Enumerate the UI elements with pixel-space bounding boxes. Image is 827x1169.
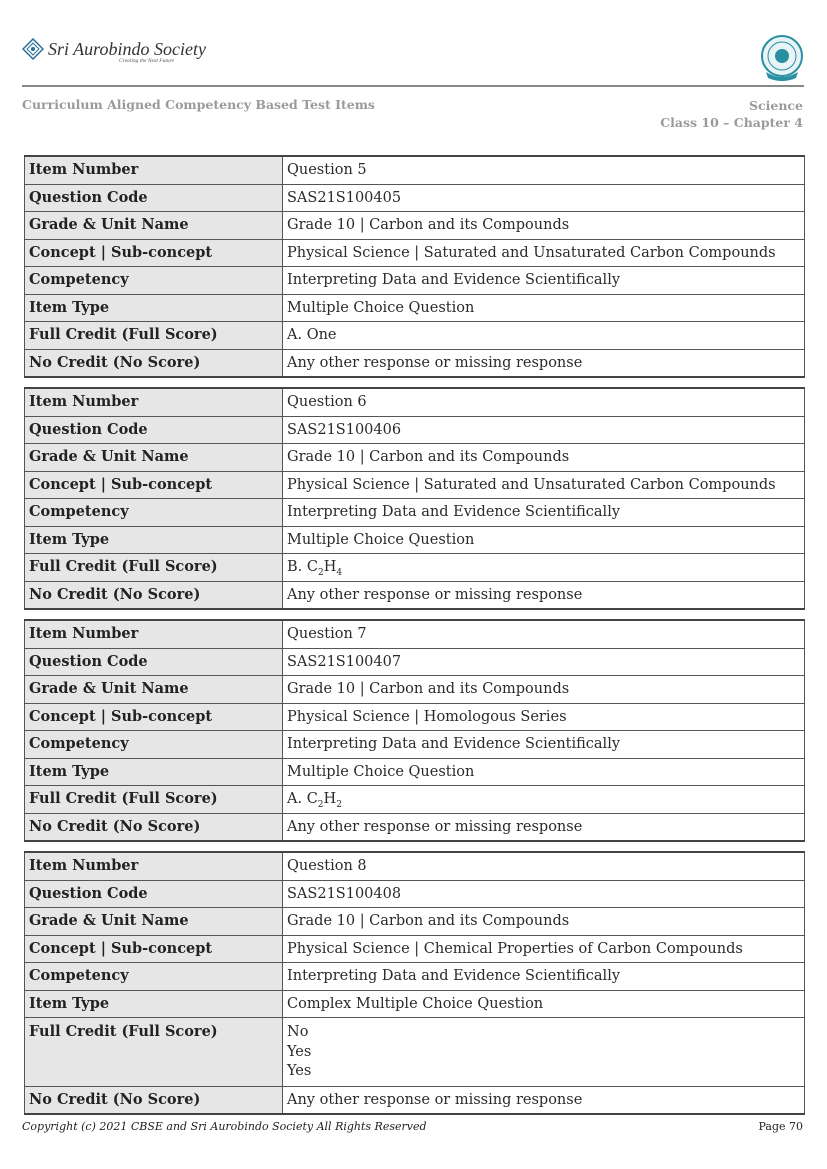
label-grade-unit: Grade & Unit Name bbox=[25, 676, 283, 704]
label-item-number: Item Number bbox=[25, 388, 283, 416]
table-row bbox=[25, 212, 805, 240]
label-item-type: Item Type bbox=[25, 758, 283, 786]
item-table-q5 bbox=[24, 155, 805, 378]
label-competency: Competency bbox=[25, 267, 283, 295]
table-row bbox=[25, 731, 805, 759]
value-item-number: Question 5 bbox=[283, 156, 805, 184]
table-row bbox=[25, 935, 805, 963]
test-items bbox=[24, 155, 805, 1124]
society-emblem-icon bbox=[22, 38, 44, 60]
label-item-number: Item Number bbox=[25, 852, 283, 880]
table-row bbox=[25, 1086, 805, 1114]
formula-element: H bbox=[323, 791, 337, 808]
label-no-credit: No Credit (No Score) bbox=[25, 581, 283, 609]
label-concept: Concept | Sub-concept bbox=[25, 703, 283, 731]
table-row bbox=[25, 471, 805, 499]
table-row bbox=[25, 990, 805, 1018]
value-competency: Interpreting Data and Evidence Scientifically bbox=[283, 731, 805, 759]
value-question-code: SAS21S100408 bbox=[283, 880, 805, 908]
label-full-credit: Full Credit (Full Score) bbox=[25, 554, 283, 582]
item-table-q7 bbox=[24, 619, 805, 842]
answer-line: Yes bbox=[287, 1043, 312, 1060]
label-question-code: Question Code bbox=[25, 880, 283, 908]
answer-line: No bbox=[287, 1024, 309, 1040]
answer-line: Yes bbox=[287, 1063, 312, 1079]
value-question-code: SAS21S100406 bbox=[283, 416, 805, 444]
value-no-credit: Any other response or missing response bbox=[283, 349, 805, 377]
label-full-credit: Full Credit (Full Score) bbox=[25, 322, 283, 350]
value-concept: Physical Science | Saturated and Unsaturated Carbon Compounds bbox=[283, 239, 805, 267]
table-row bbox=[25, 880, 805, 908]
logo-name: Sri Aurobindo Society bbox=[48, 39, 206, 59]
table-row bbox=[25, 444, 805, 472]
label-competency: Competency bbox=[25, 963, 283, 991]
value-competency: Interpreting Data and Evidence Scientifically bbox=[283, 267, 805, 295]
label-concept: Concept | Sub-concept bbox=[25, 935, 283, 963]
value-item-type: Multiple Choice Question bbox=[283, 758, 805, 786]
table-row bbox=[25, 758, 805, 786]
label-item-type: Item Type bbox=[25, 990, 283, 1018]
value-grade-unit: Grade 10 | Carbon and its Compounds bbox=[283, 908, 805, 936]
formula-subscript: 2 bbox=[317, 568, 324, 579]
document-title: Curriculum Aligned Competency Based Test Items bbox=[22, 97, 375, 112]
formula-subscript: 4 bbox=[336, 568, 343, 579]
table-row bbox=[25, 184, 805, 212]
table-row bbox=[25, 963, 805, 991]
value-full-credit bbox=[283, 554, 805, 582]
table-row bbox=[25, 499, 805, 527]
subject: Science bbox=[749, 98, 803, 113]
value-no-credit: Any other response or missing response bbox=[283, 1086, 805, 1114]
value-concept: Physical Science | Homologous Series bbox=[283, 703, 805, 731]
logo-tagline: Creating the Next Future bbox=[119, 58, 175, 64]
label-question-code: Question Code bbox=[25, 184, 283, 212]
label-concept: Concept | Sub-concept bbox=[25, 239, 283, 267]
formula-subscript: 2 bbox=[336, 800, 342, 811]
value-competency: Interpreting Data and Evidence Scientifically bbox=[283, 499, 805, 527]
label-no-credit: No Credit (No Score) bbox=[25, 1086, 283, 1114]
table-row bbox=[25, 156, 805, 184]
table-row bbox=[25, 239, 805, 267]
formula-subscript: 2 bbox=[317, 800, 324, 811]
table-row bbox=[25, 581, 805, 609]
value-full-credit bbox=[283, 1018, 805, 1087]
table-row bbox=[25, 267, 805, 295]
table-row bbox=[25, 703, 805, 731]
cbse-seal-icon bbox=[760, 34, 804, 82]
table-row bbox=[25, 676, 805, 704]
value-question-code: SAS21S100405 bbox=[283, 184, 805, 212]
table-row bbox=[25, 648, 805, 676]
label-grade-unit: Grade & Unit Name bbox=[25, 444, 283, 472]
value-concept: Physical Science | Saturated and Unsaturated Carbon Compounds bbox=[283, 471, 805, 499]
label-grade-unit: Grade & Unit Name bbox=[25, 212, 283, 240]
copyright-notice: Copyright (c) 2021 CBSE and Sri Aurobindo Society All Rights Reserved bbox=[22, 1120, 427, 1133]
header-rule bbox=[22, 85, 804, 87]
value-full-credit bbox=[283, 786, 805, 814]
table-row bbox=[25, 526, 805, 554]
item-table-q8 bbox=[24, 851, 805, 1115]
page-number: Page 70 bbox=[758, 1120, 803, 1133]
table-row bbox=[25, 388, 805, 416]
label-competency: Competency bbox=[25, 499, 283, 527]
value-item-type: Complex Multiple Choice Question bbox=[283, 990, 805, 1018]
value-no-credit: Any other response or missing response bbox=[283, 813, 805, 841]
label-item-type: Item Type bbox=[25, 294, 283, 322]
label-competency: Competency bbox=[25, 731, 283, 759]
table-row bbox=[25, 554, 805, 582]
table-row bbox=[25, 1018, 805, 1087]
table-row bbox=[25, 349, 805, 377]
value-full-credit: A. One bbox=[283, 322, 805, 350]
table-row bbox=[25, 813, 805, 841]
label-no-credit: No Credit (No Score) bbox=[25, 349, 283, 377]
label-no-credit: No Credit (No Score) bbox=[25, 813, 283, 841]
table-row bbox=[25, 852, 805, 880]
label-question-code: Question Code bbox=[25, 416, 283, 444]
table-row bbox=[25, 620, 805, 648]
table-row bbox=[25, 416, 805, 444]
value-no-credit: Any other response or missing response bbox=[283, 581, 805, 609]
formula-element: H bbox=[323, 559, 337, 576]
table-row bbox=[25, 322, 805, 350]
label-full-credit: Full Credit (Full Score) bbox=[25, 1018, 283, 1087]
label-item-type: Item Type bbox=[25, 526, 283, 554]
label-concept: Concept | Sub-concept bbox=[25, 471, 283, 499]
label-full-credit: Full Credit (Full Score) bbox=[25, 786, 283, 814]
value-item-number: Question 6 bbox=[283, 388, 805, 416]
value-grade-unit: Grade 10 | Carbon and its Compounds bbox=[283, 212, 805, 240]
formula-prefix: A. C bbox=[287, 791, 318, 808]
value-item-number: Question 7 bbox=[283, 620, 805, 648]
label-question-code: Question Code bbox=[25, 648, 283, 676]
table-row bbox=[25, 294, 805, 322]
value-competency: Interpreting Data and Evidence Scientifically bbox=[283, 963, 805, 991]
value-item-type: Multiple Choice Question bbox=[283, 294, 805, 322]
sri-aurobindo-society-logo bbox=[22, 38, 206, 64]
item-table-q6 bbox=[24, 387, 805, 610]
value-item-type: Multiple Choice Question bbox=[283, 526, 805, 554]
value-grade-unit: Grade 10 | Carbon and its Compounds bbox=[283, 676, 805, 704]
value-grade-unit: Grade 10 | Carbon and its Compounds bbox=[283, 444, 805, 472]
label-item-number: Item Number bbox=[25, 156, 283, 184]
subject-info bbox=[660, 97, 803, 131]
table-row bbox=[25, 786, 805, 814]
label-item-number: Item Number bbox=[25, 620, 283, 648]
value-question-code: SAS21S100407 bbox=[283, 648, 805, 676]
class-chapter: Class 10 – Chapter 4 bbox=[660, 115, 803, 130]
value-item-number: Question 8 bbox=[283, 852, 805, 880]
value-concept: Physical Science | Chemical Properties of Carbon Compounds bbox=[283, 935, 805, 963]
table-row bbox=[25, 908, 805, 936]
formula-prefix: B. C bbox=[287, 559, 318, 576]
label-grade-unit: Grade & Unit Name bbox=[25, 908, 283, 936]
